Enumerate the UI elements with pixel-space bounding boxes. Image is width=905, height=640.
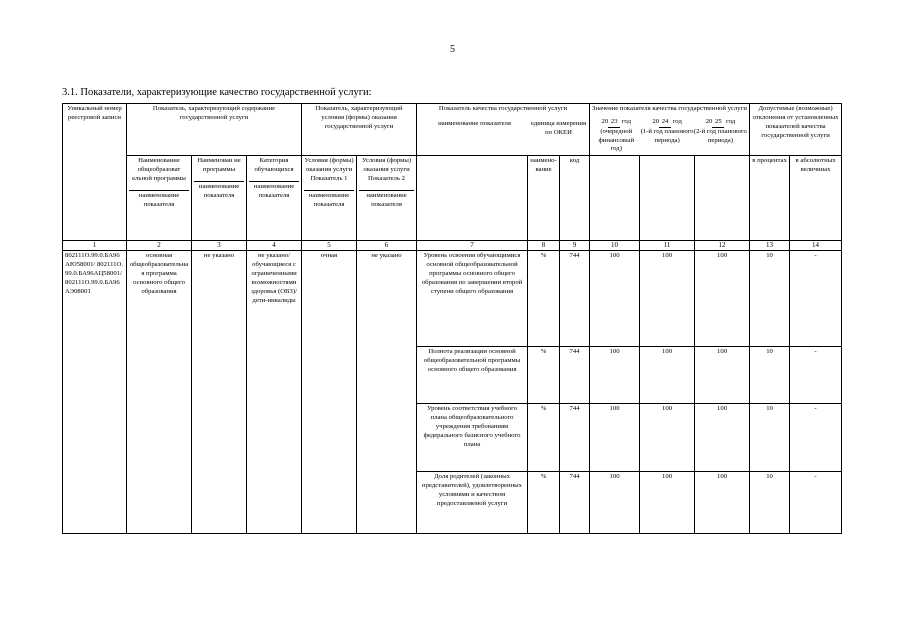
indicator-unit: % — [528, 472, 560, 534]
record-id: 802111О.99.0.БА96АЮ58001/ 802111О.99.0.БА96АЦ58001/802111О.99.0.БА96АЭ08001 — [63, 251, 127, 534]
header-program-name-sub: наименование показателя — [194, 181, 244, 201]
indicator-unit: % — [528, 251, 560, 347]
record-student-category: не указано/ обучающиеся с ограниченными возможностями здоровья (ОВЗ)/дети-инвалиды — [247, 251, 302, 534]
header-allowed-deviation: Допустимые (возможные) отклонения от установленных показателей качества государственной услуги — [750, 104, 842, 156]
header-year-2: 20 24 год (1-й год планового периода) — [640, 117, 694, 144]
header-program-type-sub: наименование показателя — [129, 190, 189, 210]
indicator-year-2: 100 — [640, 347, 695, 404]
header-indicator-values — [590, 104, 750, 156]
header-unit-group: единица измерения по ОКЕИ — [530, 119, 587, 136]
column-number: 10 — [590, 241, 640, 251]
column-number: 11 — [640, 241, 695, 251]
header-indicator-name-cell — [417, 156, 528, 241]
header-program-name: Наименован ие программы наименование показателя — [192, 156, 247, 241]
indicator-name: Полнота реализации основной общеобразовательной программы основного общего образования — [417, 347, 528, 404]
column-number: 4 — [247, 241, 302, 251]
header-deviation-absolute: в абсолютных величинах — [790, 156, 842, 241]
column-number: 8 — [528, 241, 560, 251]
indicator-deviation-percent: 10 — [750, 404, 790, 472]
indicator-year-3: 100 — [695, 472, 750, 534]
header-service-conditions: Показатель, характеризующий условия (формы) оказания государственной услуги — [302, 104, 417, 156]
column-number: 7 — [417, 241, 528, 251]
column-number: 5 — [302, 241, 357, 251]
indicator-deviation-absolute: - — [790, 347, 842, 404]
indicator-year-1: 100 — [590, 251, 640, 347]
year-2-note: (1-й год планового периода) — [640, 127, 694, 144]
indicator-year-3: 100 — [695, 347, 750, 404]
indicator-year-1: 100 — [590, 347, 640, 404]
header-student-category-sub: наименование показателя — [249, 181, 299, 201]
column-number: 2 — [127, 241, 192, 251]
quality-indicators-table — [62, 103, 842, 534]
header-year-1-cell — [590, 156, 640, 241]
header-quality-indicator — [417, 104, 590, 156]
table-row — [63, 251, 842, 347]
indicator-year-1: 100 — [590, 472, 640, 534]
indicator-code: 744 — [560, 251, 590, 347]
year-3-note: (2-й год планового периода) — [693, 127, 747, 144]
header-record-id: Уникальный номер реестровой записи — [63, 104, 127, 241]
section-title: 3.1. Показатели, характеризующие качество государственной услуги: — [62, 87, 372, 98]
indicator-code: 744 — [560, 404, 590, 472]
record-program: основная общеобразовательная программа основного общего образования — [127, 251, 192, 534]
column-number: 6 — [357, 241, 417, 251]
record-program-name: не указано — [192, 251, 247, 534]
column-number: 1 — [63, 241, 127, 251]
year-1-number: 23 — [608, 118, 620, 128]
header-condition-1-sub: наименование показателя — [304, 190, 354, 210]
indicator-year-2: 100 — [640, 472, 695, 534]
header-unit-code: код — [560, 156, 590, 241]
indicator-deviation-absolute: - — [790, 251, 842, 347]
indicator-year-3: 100 — [695, 404, 750, 472]
header-indicator-values-title: Значение показателя качества государственной услуги — [592, 105, 747, 112]
header-service-content: Показатель, характеризующий содержание государственной услуги — [127, 104, 302, 156]
record-form-1: очная — [302, 251, 357, 534]
column-number: 9 — [560, 241, 590, 251]
indicator-deviation-percent: 10 — [750, 251, 790, 347]
header-quality-indicator-title: Показатель качества государственной услуги — [438, 105, 568, 112]
header-unit-name: наимено-вание — [528, 156, 560, 241]
header-student-category: Категория обучающихся наименование показателя — [247, 156, 302, 241]
indicator-deviation-absolute: - — [790, 472, 842, 534]
indicator-name: Уровень соответствия учебного плана общеобразовательного учреждения требованиям федерального базисного учебного плана — [417, 404, 528, 472]
header-condition-1: Условия (формы) оказания услуги Показатель 1 наименование показателя — [302, 156, 357, 241]
header-condition-2: Условия (формы) оказания услуги Показатель 2 наименование показателя — [357, 156, 417, 241]
indicator-unit: % — [528, 404, 560, 472]
indicator-year-3: 100 — [695, 251, 750, 347]
indicator-name: Доля родителей (законных представителей), удовлетворенных условиями и качеством предоставляемой услуги — [417, 472, 528, 534]
indicator-unit: % — [528, 347, 560, 404]
header-condition-2-sub: наименование показателя — [359, 190, 414, 210]
indicator-deviation-percent: 10 — [750, 472, 790, 534]
year-1-note: (очередной финансовый год) — [598, 127, 635, 153]
year-3-number: 25 — [712, 118, 724, 128]
indicator-year-2: 100 — [640, 251, 695, 347]
indicator-year-1: 100 — [590, 404, 640, 472]
indicator-code: 744 — [560, 347, 590, 404]
indicator-deviation-percent: 10 — [750, 347, 790, 404]
header-year-3: 20 25 год (2-й год планового периода) — [693, 117, 747, 144]
column-number: 12 — [695, 241, 750, 251]
year-2-number: 24 — [659, 118, 671, 128]
header-year-2-cell — [640, 156, 695, 241]
indicator-deviation-absolute: - — [790, 404, 842, 472]
page-number: 5 — [450, 44, 455, 55]
header-year-3-cell — [695, 156, 750, 241]
indicator-code: 744 — [560, 472, 590, 534]
header-indicator-name: наименование показателя — [438, 119, 511, 127]
header-year-1: 20 23 год (очередной финансовый год) — [598, 117, 635, 153]
indicator-name: Уровень освоения обучающимися основной общеобразовательной программы основного общего образования по завершении второй ступени общего образования — [417, 251, 528, 347]
column-number: 3 — [192, 241, 247, 251]
column-number: 14 — [790, 241, 842, 251]
record-form-2: не указано — [357, 251, 417, 534]
indicator-year-2: 100 — [640, 404, 695, 472]
column-number: 13 — [750, 241, 790, 251]
header-deviation-percent: в процентах — [750, 156, 790, 241]
column-numbers-row — [63, 241, 842, 251]
header-program-type: Наименование общеобразоват ельной программы наименование показателя — [127, 156, 192, 241]
